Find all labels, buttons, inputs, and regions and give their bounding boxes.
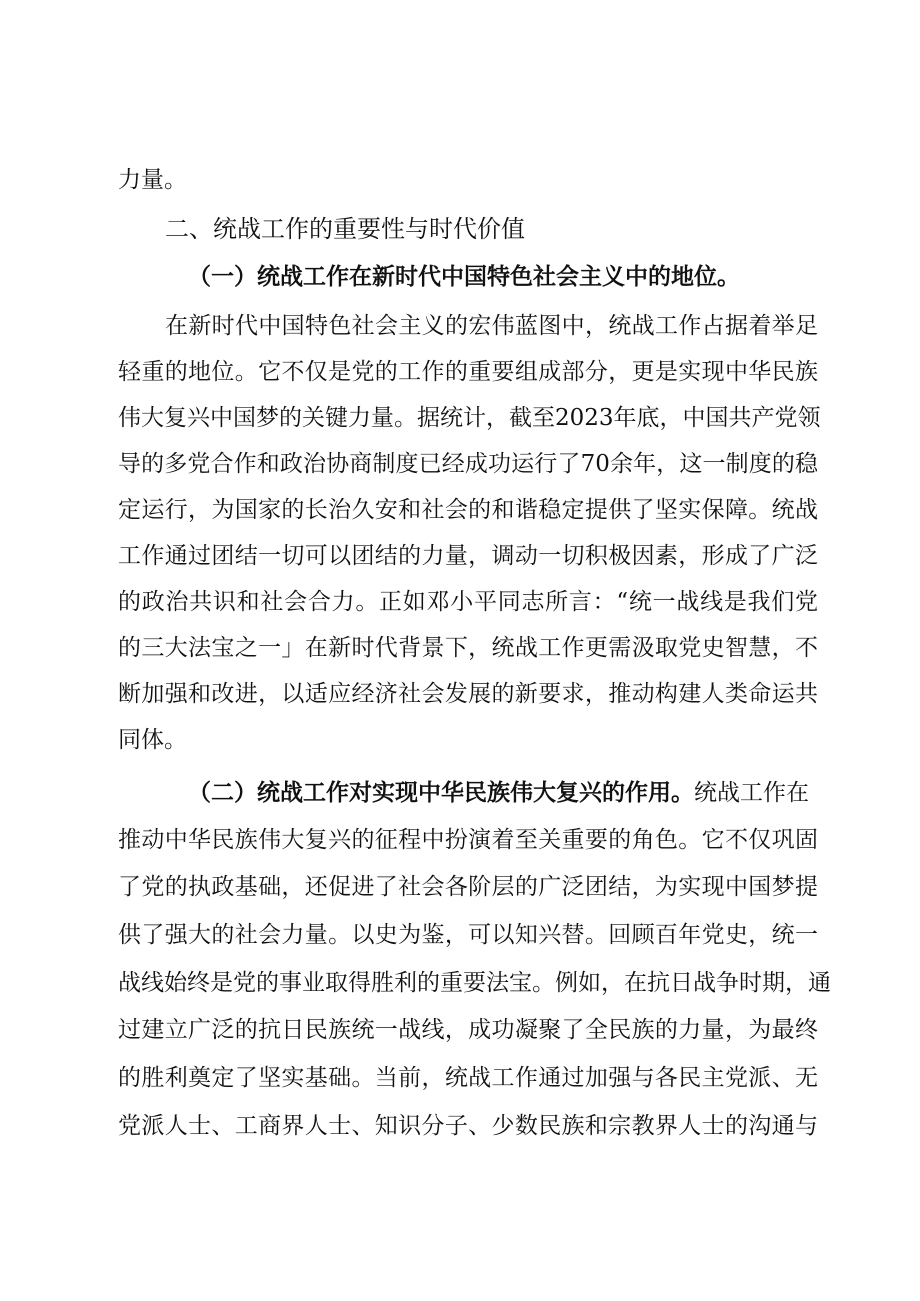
subsection-2-line (188, 778, 818, 808)
subsection-2-heading: （二）统战工作对实现中华民族伟大复兴的作用。 (188, 779, 694, 806)
paragraph-1-line: 在新时代中国特色社会主义的宏伟蓝图中，统战工作占据着举足 (165, 313, 818, 339)
paragraph-1-line: 伟大复兴中国梦的关键力量。据统计，截至2023年底，中国共产党领 (118, 405, 821, 431)
paragraph-2-line: 党派人士、工商界人士、知识分子、少数民族和宗教界人士的沟通与 (118, 1113, 818, 1139)
paragraph-1-line: 断加强和改进，以适应经济社会发展的新要求，推动构建人类命运共 (118, 681, 818, 707)
paragraph-2-line: 的胜利奠定了坚实基础。当前，统战工作通过加强与各民主党派、无 (118, 1065, 818, 1091)
paragraph-2-line: 推动中华民族伟大复兴的征程中扮演着至关重要的角色。它不仅巩固 (118, 827, 818, 853)
paragraph-2-line: 过建立广泛的抗日民族统一战线，成功凝聚了全民族的力量，为最终 (118, 1017, 818, 1043)
paragraph-1-line: 轻重的地位。它不仅是党的工作的重要组成部分，更是实现中华民族 (118, 359, 818, 385)
subsection-1-heading: （一）统战工作在新时代中国特色社会主义中的地位。 (188, 263, 740, 290)
paragraph-1-line: 同体。 (118, 727, 187, 753)
paragraph-1-line: 工作通过团结一切可以团结的力量，调动一切积极因素，形成了广泛 (118, 543, 818, 569)
section-heading: 二、统战工作的重要性与时代价值 (165, 215, 525, 243)
subsection-2-first-text: 统战工作在 (694, 780, 809, 806)
paragraph-1-line: 导的多党合作和政治协商制度已经成功运行了70余年，这一制度的稳 (118, 451, 818, 477)
paragraph-1-line: 的政治共识和社会合力。正如邓小平同志所言：“统一战线是我们党 (118, 589, 818, 615)
paragraph-1-line: 的三大法宝之一」在新时代背景下，统战工作更需汲取党史智慧，不 (118, 635, 818, 661)
continuation-text: 力量。 (118, 167, 187, 193)
paragraph-2-line: 了党的执政基础，还促进了社会各阶层的广泛团结，为实现中国梦提 (118, 874, 818, 900)
paragraph-2-line: 战线始终是党的事业取得胜利的重要法宝。例如，在抗日战争时期，通 (118, 970, 831, 996)
paragraph-2-line: 供了强大的社会力量。以史为鉴，可以知兴替。回顾百年党史，统一 (118, 922, 818, 948)
paragraph-1-line: 定运行，为国家的长治久安和社会的和谐稳定提供了坚实保障。统战 (118, 497, 818, 523)
